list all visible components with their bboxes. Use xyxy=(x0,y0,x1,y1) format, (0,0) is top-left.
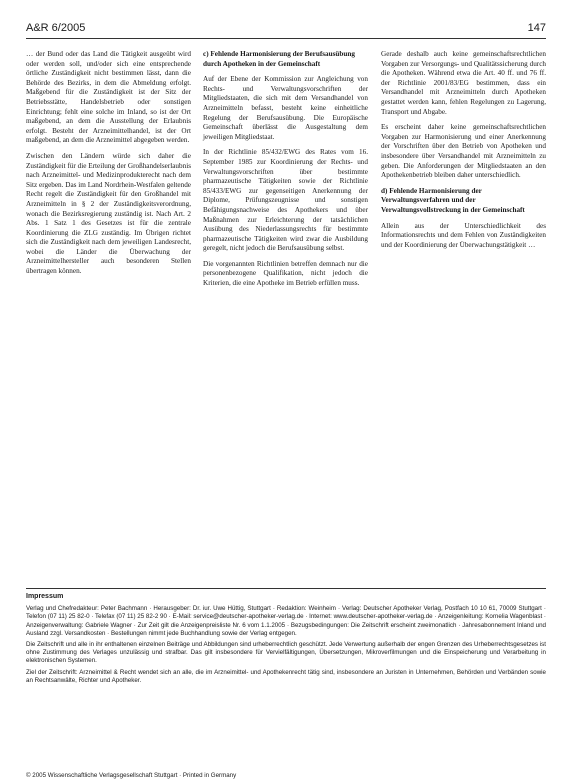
imprint-box xyxy=(26,593,546,688)
copyright-line: © 2005 Wissenschaftliche Verlagsgesellschaft Stuttgart · Printed in Germany xyxy=(26,772,237,779)
paragraph: Gerade deshalb auch keine gemeinschaftsrechtlichen Vorgaben zur Versorgungs- und Qualitätssicherung durch die Apotheken. Während etwa die Art. 40 ff. und 76 ff. der Richtlinie 2001/83/EG bestimmen, dass ein Versandhandel mit Arzneimitteln durch Apotheken gestattet werden kann, fehlen Regelungen zu Lagerung, Transport und Abgabe. xyxy=(381,50,546,116)
paragraph: Allein aus der Unterschiedlichkeit des Informationsrechts und dem Fehlen von Zuständigkeiten und der Koordinierung der Überwachungstätigkeit … xyxy=(381,221,546,249)
paragraph: In der Richtlinie 85/432/EWG des Rates vom 16. September 1985 zur Koordinierung der Rechts- und Verwaltungsvorschriften über bestimmte pharmazeutische Tätigkeiten sowie der Richtlinie 85/433/EWG zur gegenseitigen Anerkennung der Diplome, Prüfungszeugnisse und sonstigen Befähigungsnachweise des Apothekers und über Maßnahmen zur Erleichterung der tatsächlichen Ausübung des Niederlassungsrechts für bestimmte pharmazeutische Tätigkeiten wird zwar die Ausbildung geregelt, nicht jedoch die Berufsausübung selbst. xyxy=(203,148,368,253)
imprint-paragraph: Ziel der Zeitschrift: Arzneimittel & Recht wendet sich an alle, die im Arzneimittel- und Apothekenrecht tätig sind, insbesondere an Juristen in Unternehmen, Behörden und Verbänden sowie an Rechtsanwälte, Richter und Apotheker. xyxy=(26,668,546,684)
paragraph: Auf der Ebene der Kommission zur Angleichung von Rechts- und Verwaltungsvorschriften der Mitgliedstaaten, die sich mit dem Versandhandel von Arzneimitteln befasst, besteht keine einheitliche Regelung der Berufsausübung. Die Europäische Gemeinschaft überlässt die Ausgestaltung dem jeweiligen Mitgliedstaat. xyxy=(203,75,368,141)
page-number: 147 xyxy=(527,22,546,34)
paragraph: Zwischen den Ländern würde sich daher die Zuständigkeit für die Erteilung der Großhandelserlaubnis nach Arzneimittel- und Medizinprodukterecht nach dem Sitz ergeben. Das im Land Nordrhein-Westfalen geltende Recht regelt die Zuständigkeit für den Großhandel mit Arzneimitteln in § 2 der Zuständigkeitsverordnung, wonach die Bezirksregierung zuständig ist. Nach Art. 2 Abs. 1 Satz 1 des Gesetzes ist für die zentrale Koordinierung die ZLG zuständig. Im Übrigen richtet sich die Zuständigkeit nach dem jeweiligen Landesrecht, wobei die Länder die Überwachung der Arzneimittelhersteller auch besonderen Stellen übertragen können. xyxy=(26,151,191,276)
column-2 xyxy=(203,50,368,295)
imprint-paragraph: Verlag und Chefredakteur: Peter Bachmann · Herausgeber: Dr. iur. Uwe Hüttig, Stuttgart · Redaktion: Weinheim · Verlag: Deutscher Apotheker Verlag, Postfach 10 10 61, 70009 Stuttgart · Telefon (07 11) 25 82-0 · Telefax (07 11) 25 82-2 90 · E-Mail: service@deutscher-apotheker-verlag.de · Internet: www.deutscher-apotheker-verlag.de · Anzeigenleitung: Kornelia Wagenblast · Anzeigenverwaltung: Gabriele Wagner · Zur Zeit gilt die Anzeigenpreisliste Nr. 6 vom 1.1.2005 · Bezugsbedingungen: Die Zeitschrift erscheint zweimonatlich · Jahresabonnement Inland und Ausland zzgl. Versandkosten · Bestellungen nimmt jede Buchhandlung sowie der Verlag entgegen. xyxy=(26,605,546,637)
imprint-paragraph: Die Zeitschrift und alle in ihr enthaltenen einzelnen Beiträge und Abbildungen sind urheberrechtlich geschützt. Jede Verwertung außerhalb der engen Grenzen des Urheberrechtsgesetzes ist ohne Zustimmung des Verlages unzulässig und strafbar. Das gilt insbesondere für Vervielfältigungen, Übersetzungen, Mikroverfilmungen und die Einspeicherung und Verarbeitung in elektronischen Systemen. xyxy=(26,641,546,665)
paragraph: … der Bund oder das Land die Tätigkeit ausgeübt wird oder werden soll, und/oder sich eine entsprechende örtliche Zuständigkeit nicht bestimmen lässt, dann die Behörde des Bezirks, in dem die Abmeldung erfolgt. Maßgebend für die Zuständigkeit ist der Sitz der Betriebsstätte, Handelsbetrieb oder sonstigen Einrichtung; fehlt eine solche im Inland, so ist der Ort maßgebend, an dem die Ausstellung der Erlaubnis erfolgt. Besteht der Arzneimittelhandel, ist der Ort maßgebend, an dem die Arzneimittel abgegeben werden. xyxy=(26,50,191,145)
section-heading: c) Fehlende Harmonisierung der Berufsausübung durch Apotheken in der Gemeinschaft xyxy=(203,50,356,68)
imprint-title: Impressum xyxy=(26,593,64,600)
column-1 xyxy=(26,50,191,283)
section-heading: d) Fehlende Harmonisierung der Verwaltungsverfahren und der Verwaltungsvollstreckung in der Gemeinschaft xyxy=(381,186,525,214)
column-3 xyxy=(381,50,546,256)
header-rule xyxy=(26,38,546,39)
paragraph: Es erscheint daher keine gemeinschaftsrechtlichen Vorgaben zur Harmonisierung und einer Anerkennung der Vorschriften über den Betrieb von Apotheken und insbesondere über Versandhandel mit Arzneimitteln zu geben. Die Anforderungen der Mitgliedstaaten an den Apothekenbetrieb bleiben daher unterschiedlich. xyxy=(381,123,546,180)
imprint-top-rule xyxy=(26,588,546,589)
paragraph: Die vorgenannten Richtlinien betreffen demnach nur die personenbezogene Qualifikation, nicht jedoch die Kriterien, die eine Apotheke im Betrieb erfüllen muss. xyxy=(203,259,368,288)
journal-name: A&R 6/2005 xyxy=(26,22,86,34)
